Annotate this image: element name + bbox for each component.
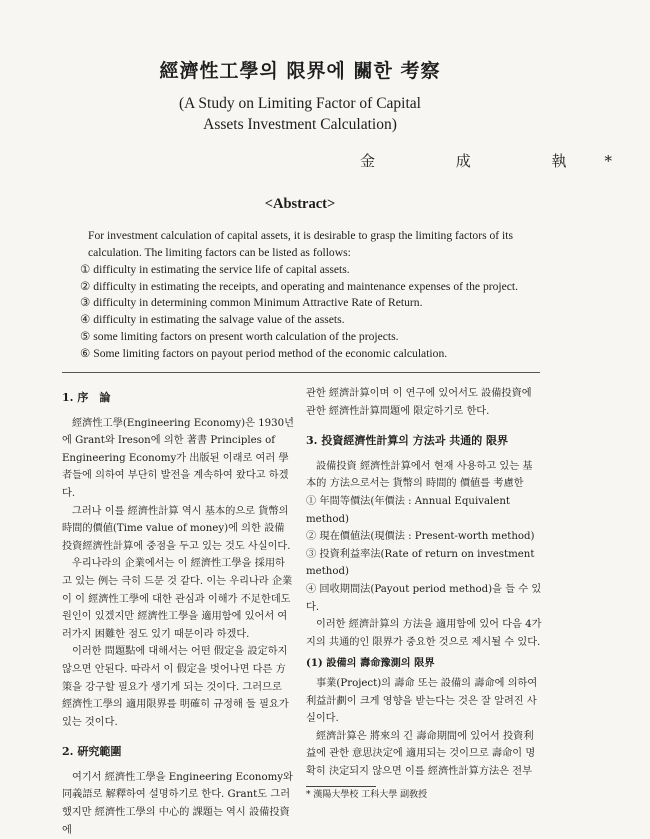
- paragraph: 관한 經濟計算이며 이 연구에 있어서도 設備投資에 관한 經濟性計算問題에 限定하기로 한다.: [306, 388, 532, 417]
- paragraph: 經濟計算은 將來의 긴 壽命期間에 있어서 投資利益에 관한 意思決定에 適用되는 것이므로 壽命이 명확히 決定되지 않으면 이를 經濟性計算方法은 전부: [306, 730, 536, 777]
- section-2-heading: 2. 硏究範圍: [62, 745, 122, 759]
- english-subtitle: [0, 93, 600, 135]
- paragraph: 그러나 이를 經濟性計算 역시 基本的으로 貨幣의 時間的價値(Time value of money)에 의한 設備投資經濟性計算에 중점을 두고 있는 것도 사실이다.: [62, 505, 291, 552]
- method-item: ② 現在價値法(現價法 : Present-worth method): [306, 531, 535, 543]
- method-item: ③ 投資利益率法(Rate of return on investment method): [306, 548, 535, 578]
- abstract-item: ① difficulty in estimating the service life of capital assets.: [80, 263, 350, 276]
- english-subtitle-line-2: Assets Investment Calculation): [203, 116, 397, 133]
- paragraph: 經濟性工學(Engineering Economy)은 1930년에 Grant와 Ireson에 의한 著書 Principles of Engineering Economy가 出版된 이래로 여러 學者들에 의하여 부단히 발전을 계속하여 왔다고 하겠다.: [62, 417, 294, 499]
- paragraph: 이러한 經濟計算의 方法을 適用함에 있어 다음 4가지의 共通的인 限界가 중요한 것으로 제시될 수 있다.: [306, 619, 542, 648]
- paper-title: 經濟性工學의 限界에 關한 考察: [159, 60, 441, 82]
- paragraph: 이러한 問題點에 대해서는 어떤 假定을 設定하지 않으면 안된다. 따라서 이 假定을 벗어나면 다른 方策을 강구할 필요가 생기게 되는 것이다. 그러므로 經濟性工學의 適用限界를 明確히 규정해 둘 필요가 있는 것이다.: [62, 646, 289, 728]
- right-column: [306, 385, 542, 801]
- abstract-list: [80, 262, 520, 362]
- abstract-item: ③ difficulty in determining common Minimum Attractive Rate of Return.: [80, 296, 423, 310]
- abstract-item: ⑥ Some limiting factors on payout period method of the economic calculation.: [80, 346, 448, 360]
- abstract-item: ⑤ some limiting factors on present worth calculation of the projects.: [80, 329, 399, 343]
- abstract-divider: [62, 372, 540, 373]
- abstract-item: ④ difficulty in estimating the salvage value of the assets.: [80, 313, 345, 327]
- paragraph: 事業(Project)의 壽命 또는 設備의 壽命에 의하여 利益計劃이 크게 영향을 받는다는 것은 잘 알려진 사실이다.: [306, 677, 538, 725]
- paragraph: 여기서 經濟性工學을 Engineering Economy와 同義語로 解釋하여 설명하기로 한다. Grant도 그러했지만 經濟性工學의 中心的 課題는 역시 設備投資에: [62, 771, 293, 836]
- section-3-heading: 3. 投資經濟性計算의 方法과 共通的 限界: [306, 434, 509, 448]
- left-column: [62, 385, 294, 839]
- abstract-heading: <Abstract>: [264, 196, 336, 212]
- method-item: ① 年間等價法(年價法 : Annual Equivalent method): [306, 495, 510, 525]
- method-item: ④ 回收期間法(Payout period method)을 들 수 있다.: [306, 583, 542, 613]
- paragraph: 設備投資 經濟性計算에서 현재 사용하고 있는 基本的 方法으로서는 貨幣의 時間的 價値를 考慮한: [306, 460, 533, 490]
- paragraph: 우리나라의 企業에서는 이 經濟性工學을 採用하고 있는 例는 극히 드문 것 같다. 이는 우리나라 企業이 이 經濟性工學에 대한 관심과 이해가 不足한데도 원인이 있겠지만 經濟性工學을 適用함에 있어서 여러가지 困難한 점도 있기 때문이라 하겠다.: [62, 558, 293, 640]
- author-name: 金 成 執*: [360, 152, 650, 170]
- subsection-1-heading: (1) 設備의 壽命豫測의 限界: [306, 657, 435, 670]
- abstract-intro: For investment calculation of capital assets, it is desirable to grasp the limiting factors of its calculation. The limiting factors can be listed as follows:: [88, 229, 514, 259]
- abstract-item: ② difficulty in estimating the receipts, and operating and maintenance expenses of the project.: [80, 279, 519, 293]
- footnote-divider: [306, 786, 376, 787]
- english-subtitle-line-1: (A Study on Limiting Factor of Capital: [179, 95, 421, 112]
- section-1-heading: 1. 序 論: [62, 391, 111, 404]
- footnote: * 漢陽大學校 工科大學 副敎授: [306, 790, 428, 801]
